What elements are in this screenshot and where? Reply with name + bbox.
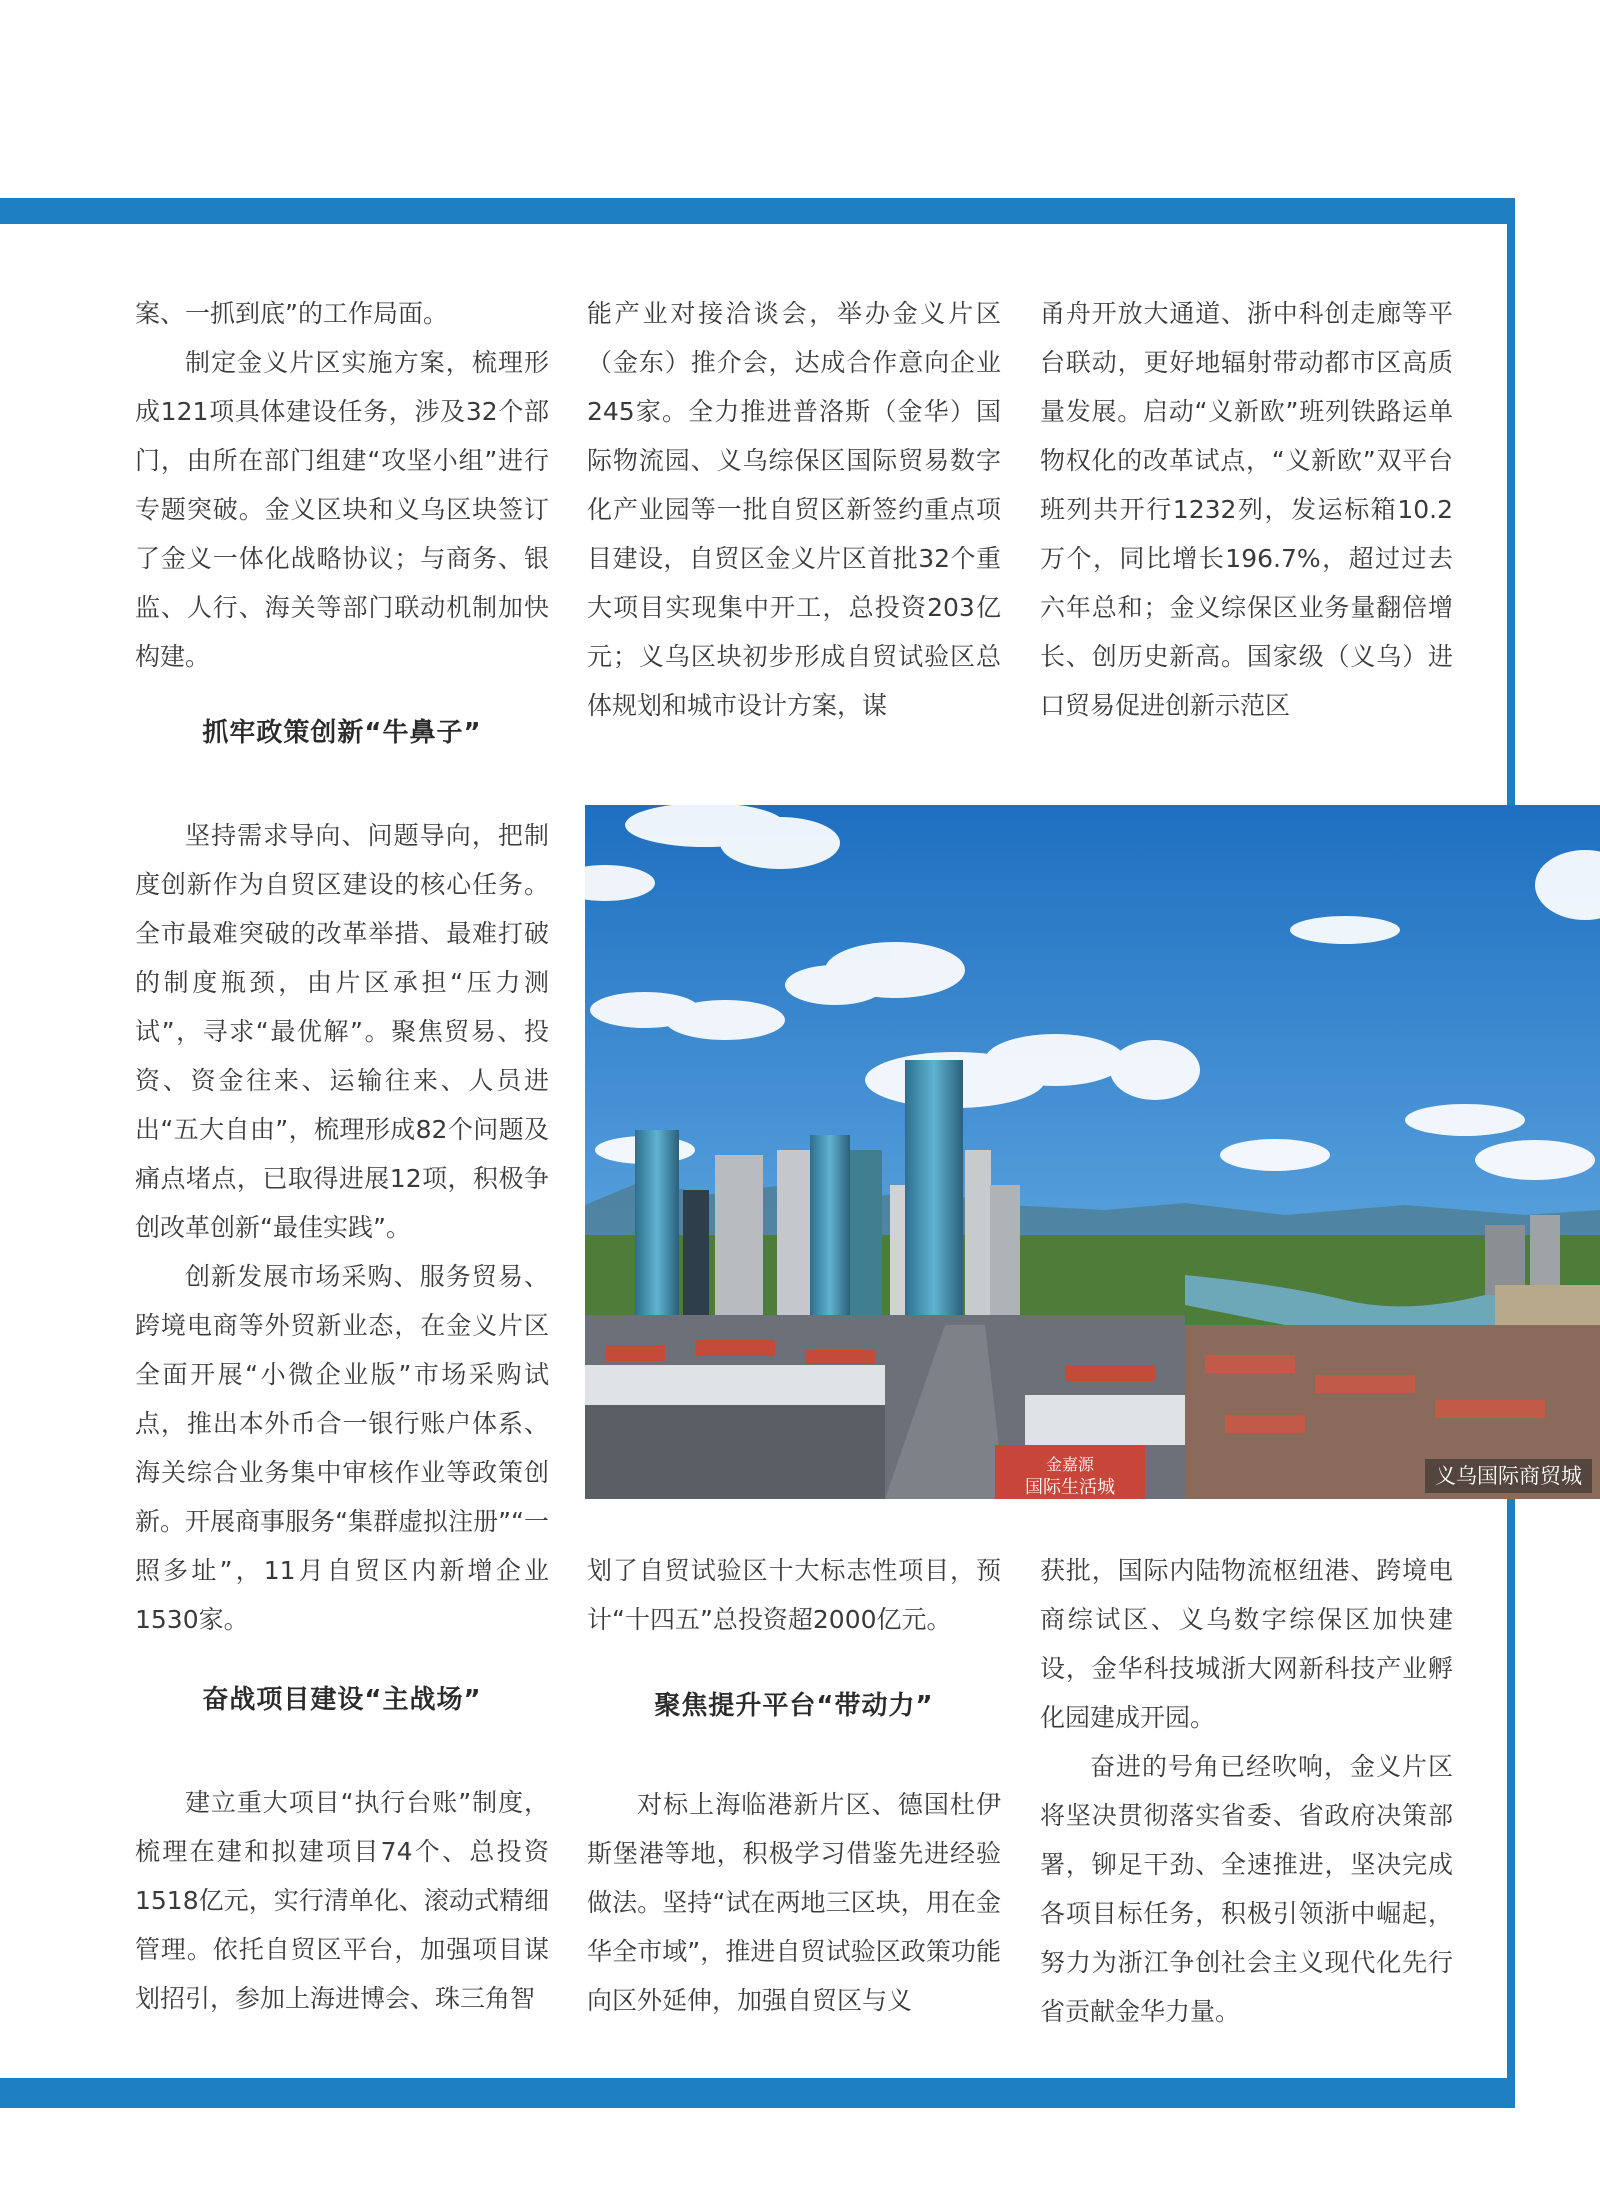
paragraph: 划了自贸试验区十大标志性项目，预计“十四五”总投资超2000亿元。: [587, 1556, 1001, 1634]
skyline-illustration: [585, 805, 1600, 1499]
paragraph: 能产业对接洽谈会，举办金义片区（金东）推介会，达成合作意向企业245家。全力推进普洛斯（金华）国际物流园、义乌综保区国际贸易数字化产业园等一批自贸区新签约重点项目建设，自贸区金义片区首批32个重大项目实现集中开工，总投资203亿元；义乌区块初步形成自贸试验区总体规划和城市设计方案，谋: [587, 299, 1001, 720]
column-3-top: [1040, 289, 1453, 730]
paragraph: 奋进的号角已经吹响，金义片区将坚决贯彻落实省委、省政府决策部署，铆足干劲、全速推进，坚决完成各项目标任务，积极引领浙中崛起，努力为浙江争创社会主义现代化先行省贡献金华力量。: [1040, 1752, 1453, 2026]
paragraph: 坚持需求导向、问题导向，把制度创新作为自贸区建设的核心任务。全市最难突破的改革举措、最难打破的制度瓶颈，由片区承担“压力测试”，寻求“最优解”。聚焦贸易、投资、资金往来、运输往来、人员进出“五大自由”，梳理形成82个问题及痛点堵点，已取得进展12项，积极争创改革创新“最佳实践”。: [135, 821, 549, 1242]
paragraph: 建立重大项目“执行台账”制度，梳理在建和拟建项目74个、总投资1518亿元，实行清单化、滚动式精细管理。依托自贸区平台，加强项目谋划招引，参加上海进博会、珠三角智: [135, 1788, 549, 2013]
paragraph: 获批，国际内陆物流枢纽港、跨境电商综试区、义乌数字综保区加快建设，金华科技城浙大网新科技产业孵化园建成开园。: [1040, 1556, 1453, 1732]
column-1: [135, 289, 549, 2023]
section-heading: 聚焦提升平台“带动力”: [654, 1691, 934, 1721]
paragraph: 对标上海临港新片区、德国杜伊斯堡港等地，积极学习借鉴先进经验做法。坚持“试在两地三区块，用在金华全市域”，推进自贸试验区政策功能向区外延伸，加强自贸区与义: [587, 1790, 1001, 2015]
sign-text: 国际生活城: [1025, 1477, 1115, 1497]
sign-text-top: 金嘉源: [1045, 1457, 1095, 1474]
paragraph: 案、一抓到底”的工作局面。: [135, 299, 448, 328]
city-skyline-photo: [585, 805, 1600, 1499]
paragraph: 制定金义片区实施方案，梳理形成121项具体建设任务，涉及32个部门，由所在部门组建“攻坚小组”进行专题突破。金义区块和义乌区块签订了金义一体化战略协议；与商务、银监、人行、海关等部门联动机制加快构建。: [135, 348, 549, 671]
bottom-blue-bar: [0, 2078, 1515, 2108]
column-2-top: [587, 289, 1001, 730]
top-blue-bar: [0, 198, 1515, 224]
column-3-bottom: [1040, 1546, 1453, 2036]
photo-caption: 义乌国际商贸城: [1425, 1459, 1592, 1493]
section-heading: 抓牢政策创新“牛鼻子”: [202, 718, 482, 748]
section-heading: 奋战项目建设“主战场”: [202, 1685, 482, 1715]
column-2-bottom: [587, 1546, 1001, 2025]
paragraph: 甬舟开放大通道、浙中科创走廊等平台联动，更好地辐射带动都市区高质量发展。启动“义新欧”班列铁路运单物权化的改革试点，“义新欧”双平台班列共开行1232列，发运标箱10.2万个，同比增长196.7%，超过过去六年总和；金义综保区业务量翻倍增长、创历史新高。国家级（义乌）进口贸易促进创新示范区: [1040, 299, 1453, 720]
paragraph: 创新发展市场采购、服务贸易、跨境电商等外贸新业态，在金义片区全面开展“小微企业版”市场采购试点，推出本外币合一银行账户体系、海关综合业务集中审核作业等政策创新。开展商事服务“集群虚拟注册”“一照多址”，11月自贸区内新增企业1530家。: [135, 1262, 549, 1634]
